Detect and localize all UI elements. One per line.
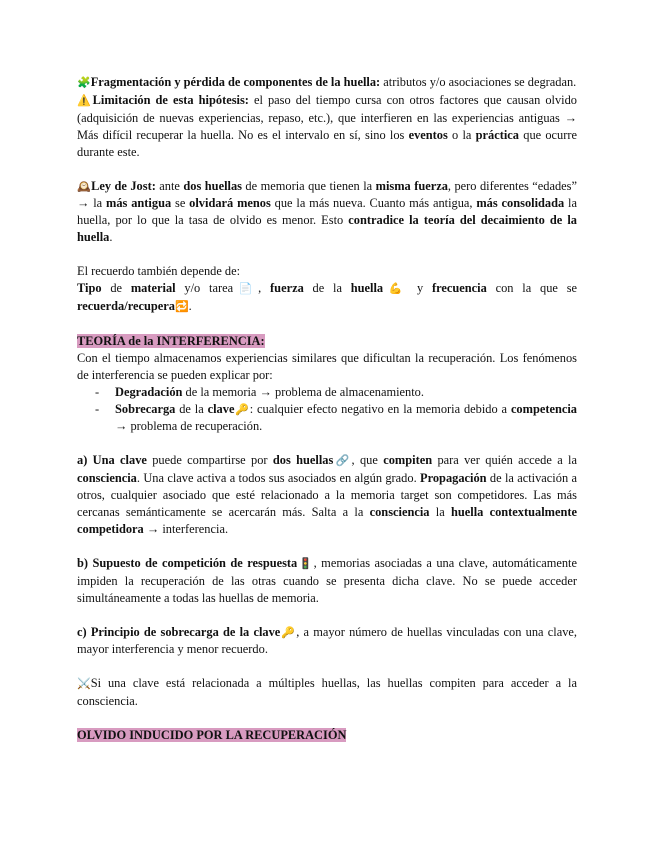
bold-text: material — [130, 281, 176, 296]
highlighted-heading: TEORÍA de la INTERFERENCIA: — [77, 333, 265, 348]
bold-text: práctica — [475, 127, 520, 142]
bold-text: frecuencia — [432, 281, 487, 296]
clock-icon: 🕰️ — [77, 179, 92, 193]
bold-text: Sobrecarga — [115, 401, 176, 416]
bold-text: recuerda/recupera — [77, 298, 175, 313]
bold-text: a) Una clave — [77, 453, 147, 468]
text: , pero diferentes “edades” → la — [77, 178, 577, 211]
bold-text: eventos — [408, 127, 448, 142]
text: atributos y/o asociaciones se degradan. — [380, 75, 577, 89]
text: de — [101, 281, 131, 296]
bold-text: competencia — [510, 401, 577, 416]
bold-text: consciencia — [77, 471, 137, 486]
paragraph-fragmentacion — [77, 74, 577, 92]
text: ante — [155, 178, 184, 193]
text: puede compartirse por — [146, 453, 273, 468]
document-icon: 📄 — [233, 282, 259, 296]
list-item — [77, 401, 577, 436]
paragraph-depende: El recuerdo también depende de: — [77, 264, 241, 279]
bold-text: fuerza — [270, 281, 304, 296]
text: . Una clave activa a todos sus asociados en algún grado. — [136, 471, 421, 486]
traffic-light-icon: 🚦 — [297, 556, 314, 570]
bold-text: Limitación de esta hipótesis: — [92, 92, 249, 107]
text: → interferencia. — [143, 521, 229, 536]
bold-text: clave — [207, 401, 235, 416]
key-icon: 🔑 — [280, 625, 297, 639]
text: de la memoria → problema de almacenamiento. — [182, 384, 424, 399]
paragraph-con-el-tiempo: Con el tiempo almacenamos experiencias similares que dificultan la recuperación. Los fenómenos de interferencia se pueden explicar por: — [77, 350, 577, 382]
flexed-biceps-icon: 💪 — [383, 282, 409, 296]
bold-text: más antigua — [106, 196, 172, 211]
text: la — [429, 505, 451, 520]
text: o la — [447, 127, 476, 142]
heading-olvido-inducido — [77, 727, 577, 744]
list-item — [77, 384, 577, 401]
highlighted-heading: OLVIDO INDUCIDO POR LA RECUPERACIÓN — [77, 728, 347, 743]
paragraph-tipo-material — [77, 280, 577, 316]
bold-text: compiten — [383, 453, 433, 468]
text: y/o tarea — [175, 281, 234, 296]
key-icon: 🔑 — [234, 402, 250, 416]
bold-text: dos huellas — [272, 453, 334, 468]
puzzle-icon: 🧩 — [77, 76, 91, 89]
bold-text: c) Principio de sobrecarga de la clave — [77, 624, 281, 639]
bold-text: huella contextualmente competidora — [77, 505, 577, 536]
bold-text: Degradación — [115, 384, 183, 399]
bold-text: dos huellas — [183, 178, 242, 193]
paragraph-supuesto-competicion — [77, 555, 577, 607]
text: el paso del tiempo cursa con otros factores que causan olvido (adquisición de nuevas experiencias, repaso, etc.), que interfieren en las experiencias antiguas → Más difícil recuperar la huella. No es el intervalo en sí, sino los — [77, 92, 578, 142]
bold-text: consciencia — [369, 505, 430, 520]
paragraph-una-clave — [77, 452, 577, 538]
text: de memoria que tienen la — [241, 178, 376, 193]
bold-text: b) Supuesto de competición de respuesta — [77, 555, 298, 570]
text: de la activación a otros, cualquier asociado que esté relacionado a la memoria target son competidores. Las más cercanas semánticamente se acercarán más. Salta a la — [77, 471, 577, 520]
dash-marker: - — [95, 401, 100, 416]
text: se — [171, 196, 190, 211]
text: para ver quién accede a la — [432, 453, 577, 468]
text: que la más nueva. Cuanto más antigua, — [270, 196, 477, 211]
bold-text: olvidará menos — [189, 196, 271, 211]
text: . — [109, 230, 113, 245]
text: . — [188, 298, 192, 313]
text: , a mayor número de huellas vinculadas con una clave, mayor interferencia y menor recuerdo. — [77, 624, 577, 657]
link-icon: 🔗 — [333, 454, 352, 468]
text: , — [258, 281, 271, 296]
bold-text: contradice la teoría del decaimiento de la huella — [77, 213, 577, 245]
paragraph-ley-jost — [77, 178, 577, 247]
bold-text: huella — [350, 281, 384, 296]
paragraph-limitacion — [77, 92, 577, 161]
text: la huella, por lo que la tasa de olvido es menor. Esto — [77, 196, 577, 228]
text: → problema de recuperación. — [115, 419, 263, 434]
text: Si una clave está relacionada a múltiples huellas, las huellas compiten para acceder a la consciencia. — [77, 676, 577, 709]
text: de la — [175, 401, 208, 416]
paragraph-principio-sobrecarga — [77, 624, 577, 659]
text: , que — [351, 453, 384, 468]
dash-list — [77, 384, 577, 436]
crossed-swords-icon: ⚔️ — [77, 677, 91, 691]
bold-text: Fragmentación y pérdida de componentes de la huella: — [90, 75, 381, 89]
heading-teoria-interferencia — [77, 333, 577, 350]
paragraph-multiples-huellas — [77, 675, 577, 710]
dash-marker: - — [95, 384, 100, 399]
bold-text: Ley de Jost: — [91, 178, 156, 193]
bold-text: Tipo — [77, 281, 102, 296]
text: que ocurre durante este. — [77, 127, 578, 159]
repeat-icon: 🔁 — [174, 299, 189, 313]
bold-text: más consolidada — [476, 196, 565, 211]
bold-text: Propagación — [420, 471, 487, 486]
text: con la que se — [486, 281, 578, 296]
document-body — [77, 74, 577, 744]
text: : cualquier efecto negativo en la memoria debido a — [249, 401, 511, 416]
bold-text: misma fuerza — [375, 178, 448, 193]
text: de la — [303, 281, 351, 296]
text: y — [408, 281, 432, 296]
text: , memorias asociadas a una clave, automáticamente impiden la recuperación de las otras cuando se presenta dicha clave. No se puede acceder simultáneamente a todas las huellas de memoria. — [77, 555, 577, 605]
warning-icon: ⚠️ — [77, 93, 93, 107]
